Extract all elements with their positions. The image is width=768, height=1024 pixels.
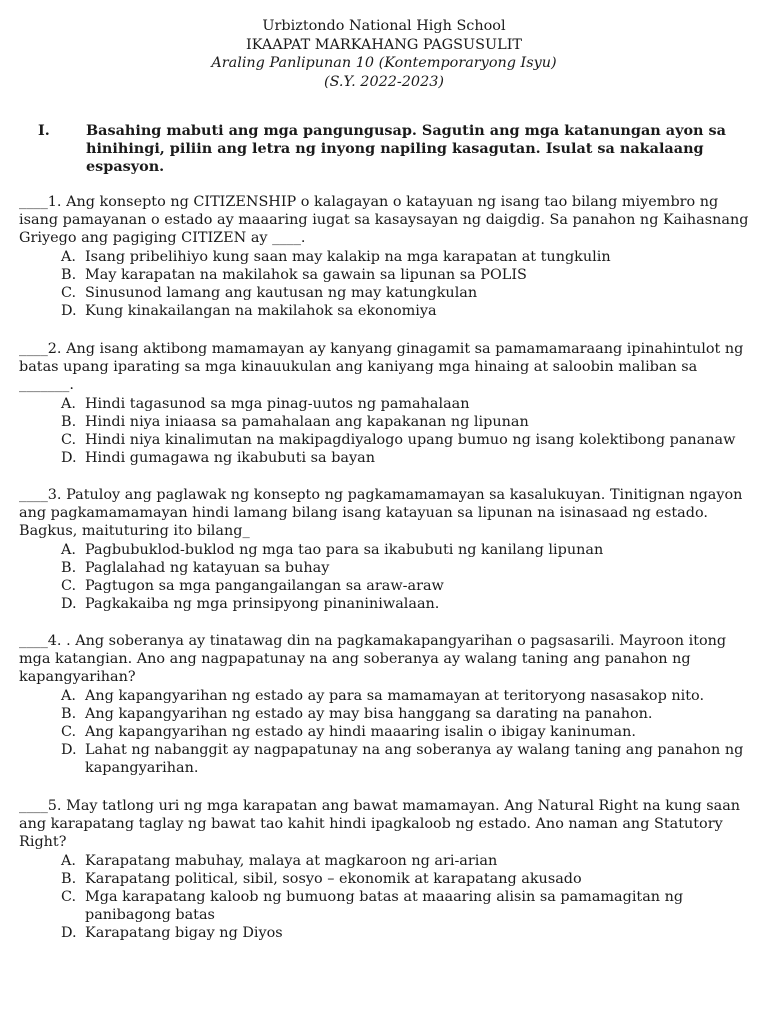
choice-b [61, 870, 754, 888]
question-1 [19, 193, 754, 320]
instructions-text: Basahing mabuti ang mga pangungusap. Sagutin ang mga katanungan ayon sa hinihingi, piliin ang letra ng inyong napiling kasagutan. Isulat sa nakalaang espasyon. [86, 122, 726, 176]
choice-b [61, 705, 754, 723]
choice-text: Pagbubuklod-buklod ng mga tao para sa ikabubuti ng kanilang lipunan [85, 541, 604, 558]
instructions [38, 122, 738, 177]
choice-d [61, 449, 754, 467]
choice-a [61, 687, 754, 705]
choice-text: Isang pribelihiyo kung saan may kalakip na mga karapatan at tungkulin [85, 248, 611, 265]
question-stem: ____3. Patuloy ang paglawak ng konsepto ng pagkamamamayan sa kasalukuyan. Tinitignan ngayon ang pagkamamamayan hindi lamang bilang isang katayuan sa lipunan na isinasaad ng estado. Bagkus, maituturing ito bilang_ [19, 487, 743, 540]
choice-letter: B. [61, 705, 77, 722]
choice-text: Hindi niya kinalimutan na makipagdiyalogo upang bumuo ng isang kolektibong pananaw [85, 432, 736, 449]
choice-text: Kung kinakailangan na makilahok sa ekonomiya [85, 303, 437, 320]
choice-a [61, 541, 754, 559]
choice-b [61, 559, 754, 577]
choice-letter: A. [61, 852, 76, 869]
choice-letter: B. [61, 559, 77, 576]
question-stem: ____2. Ang isang aktibong mamamayan ay kanyang ginagamit sa pamamamaraang ipinahintulot ng batas upang iparating sa mga kinauukulan ang kaniyang mga hinaing at saloobin maliban sa _______. [19, 341, 744, 394]
choice-letter: C. [61, 724, 77, 741]
choice-text: Ang kapangyarihan ng estado ay hindi maaaring isalin o ibigay kaninuman. [85, 724, 636, 741]
choice-letter: C. [61, 285, 77, 302]
question-stem: ____5. May tatlong uri ng mga karapatan ang bawat mamamayan. Ang Natural Right na kung saan ang karapatang taglay ng bawat tao kahit hindi ipagkaloob ng estado. Ano naman ang Statutory Right? [19, 798, 741, 851]
choice-letter: D. [61, 742, 77, 759]
choice-text: Karapatang bigay ng Diyos [85, 925, 283, 942]
question-3 [19, 486, 754, 613]
question-4 [19, 632, 754, 778]
choice-text: Lahat ng nabanggit ay nagpapatunay na ang soberanya ay walang taning ang panahon ng kapangyarihan. [85, 742, 744, 777]
choice-text: Sinusunod lamang ang kautusan ng may katungkulan [85, 285, 478, 302]
choice-letter: D. [61, 596, 77, 613]
choice-letter: D. [61, 450, 77, 467]
choice-text: Hindi tagasunod sa mga pinag-uutos ng pamahalaan [85, 395, 470, 412]
choice-b [61, 413, 754, 431]
choice-list [19, 687, 754, 778]
choice-b [61, 266, 754, 284]
choice-letter: A. [61, 248, 76, 265]
choice-d [61, 595, 754, 613]
choice-list [19, 248, 754, 321]
question-5 [19, 797, 754, 943]
choice-text: Hindi gumagawa ng ikabubuti sa bayan [85, 450, 375, 467]
choice-text: May karapatan na makilahok sa gawain sa lipunan sa POLIS [85, 266, 527, 283]
exam-title: IKAAPAT MARKAHANG PAGSUSULIT [246, 36, 522, 53]
choice-text: Pagkakaiba ng mga prinsipyong pinaniniwalaan. [85, 596, 440, 613]
choice-list [19, 395, 754, 468]
question-stem: ____1. Ang konsepto ng CITIZENSHIP o kalagayan o katayuan ng isang tao bilang miyembro ng isang pamayanan o estado ay maaaring iugat sa kasaysayan ng daigdig. Sa panahon ng Kaihasnang Griyego ang pagiging CITIZEN ay ____. [19, 194, 749, 247]
choice-letter: C. [61, 889, 77, 906]
choice-text: Hindi niya iniaasa sa pamahalaan ang kapakanan ng lipunan [85, 413, 529, 430]
section-number: I. [38, 122, 50, 139]
choice-c [61, 888, 754, 924]
choice-a [61, 852, 754, 870]
choice-c [61, 284, 754, 302]
choice-c [61, 431, 754, 449]
question-stem: ____4. . Ang soberanya ay tinatawag din na pagkamakapangyarihan o pagsasarili. Mayroon itong mga katangian. Ano ang nagpapatunay na ang soberanya ay walang taning ang panahon ng kapangyarihan? [19, 633, 727, 686]
choice-c [61, 577, 754, 595]
choice-text: Karapatang mabuhay, malaya at magkaroon ng ari-arian [85, 852, 498, 869]
choice-letter: C. [61, 432, 77, 449]
choice-text: Ang kapangyarihan ng estado ay para sa mamamayan at teritoryong nasasakop nito. [85, 687, 705, 704]
choice-d [61, 924, 754, 942]
choice-letter: C. [61, 578, 77, 595]
choice-d [61, 741, 754, 777]
choice-text: Mga karapatang kaloob ng bumuong batas at maaaring alisin sa pamamagitan ng panibagong batas [85, 889, 684, 924]
school-year: (S.Y. 2022-2023) [323, 73, 445, 90]
choice-letter: A. [61, 395, 76, 412]
choice-a [61, 248, 754, 266]
choice-letter: D. [61, 925, 77, 942]
choice-letter: A. [61, 687, 76, 704]
subject-title: Araling Panlipunan 10 (Kontemporaryong Isyu) [211, 55, 557, 72]
choice-letter: A. [61, 541, 76, 558]
choice-text: Ang kapangyarihan ng estado ay may bisa hanggang sa darating na panahon. [85, 705, 653, 722]
choice-list [19, 541, 754, 614]
question-2 [19, 340, 754, 467]
choice-letter: B. [61, 413, 77, 430]
choice-a [61, 395, 754, 413]
school-name: Urbiztondo National High School [262, 18, 506, 34]
choice-letter: D. [61, 303, 77, 320]
choice-text: Paglalahad ng katayuan sa buhay [85, 559, 330, 576]
choice-d [61, 302, 754, 320]
choice-text: Karapatang political, sibil, sosyo – ekonomik at karapatang akusado [85, 870, 582, 887]
choice-letter: B. [61, 870, 77, 887]
choice-text: Pagtugon sa mga pangangailangan sa araw-araw [85, 578, 444, 595]
choice-list [19, 852, 754, 943]
choice-letter: B. [61, 266, 77, 283]
exam-header [0, 17, 768, 91]
choice-c [61, 723, 754, 741]
